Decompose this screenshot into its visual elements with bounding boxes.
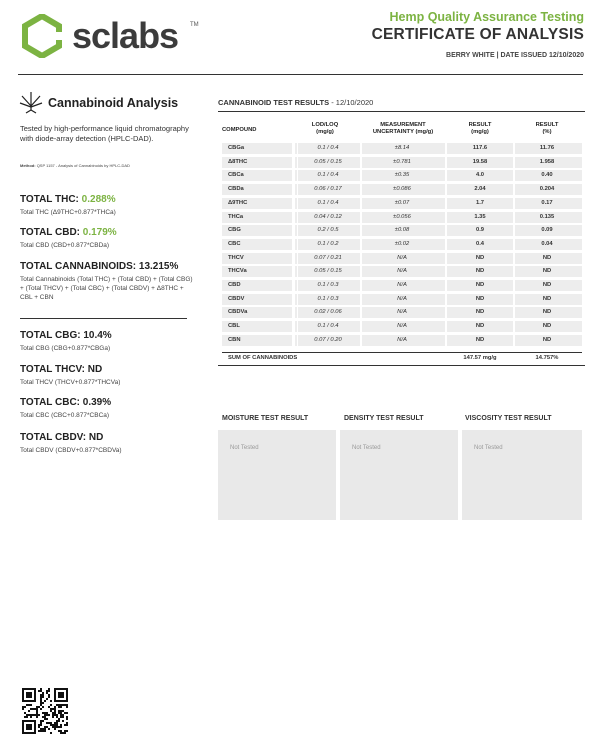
cell-lod: 0.1 / 0.4: [297, 169, 358, 182]
sclabs-logo: [22, 14, 212, 62]
total-cbg-label: TOTAL CBG: 10.4%: [20, 330, 112, 341]
total-cbg-formula: Total CBG (CBG+0.877*CBGa): [20, 345, 111, 352]
header-divider: [18, 74, 583, 75]
cell-pct: 0.04: [541, 240, 553, 247]
table-title-text: CANNABINOID TEST RESULTS: [218, 98, 330, 107]
table-row: [222, 252, 582, 265]
cell-unc: ±0.02: [394, 240, 410, 247]
cell-pct: 1.958: [539, 158, 555, 165]
cell-lod: 0.04 / 0.12: [297, 211, 358, 224]
table-row: [222, 224, 582, 237]
cell-unc: N/A: [397, 254, 407, 261]
moisture-value: Not Tested: [230, 445, 259, 451]
total-cbdv: [20, 432, 200, 455]
table-row: [222, 334, 582, 347]
col-unc-label: MEASUREMENT: [380, 122, 426, 128]
cell-lod: 0.1 / 0.2: [297, 238, 358, 251]
cell-lod: 0.05 / 0.15: [297, 156, 358, 169]
header-right: [372, 10, 584, 59]
table-row: [222, 169, 582, 182]
cell-pct: ND: [542, 282, 552, 288]
header-subtitle: Hemp Quality Assurance Testing: [389, 10, 584, 24]
total-cbd-label: TOTAL CBD:: [20, 227, 83, 238]
total-cbc-formula: Total CBC (CBC+0.877*CBCa): [20, 412, 110, 419]
table-row: [222, 320, 582, 333]
cell-mg: 19.58: [472, 158, 488, 165]
total-cbd: [20, 227, 200, 250]
table-row: [222, 142, 582, 155]
table-row: [222, 293, 582, 306]
cell-mg: 1.7: [475, 199, 485, 206]
cell-pct: ND: [542, 309, 552, 316]
col-pct-unit: (%): [542, 129, 552, 135]
cell-pct: 0.204: [539, 186, 555, 193]
table-row: [222, 238, 582, 251]
col-uncertainty: [358, 122, 448, 136]
cell-pct: ND: [542, 336, 552, 343]
cell-name: Δ9THC: [228, 199, 248, 206]
cell-unc: ±8.14: [394, 145, 410, 151]
cell-unc: ±0.07: [394, 199, 410, 206]
total-thcv-formula: Total THCV (THCV+0.877*THCVa): [20, 379, 121, 386]
table-row: [222, 279, 582, 292]
cell-unc: ±0.056: [393, 213, 411, 220]
cell-pct: ND: [542, 323, 552, 330]
cell-mg: 0.9: [475, 227, 485, 234]
cell-pct: ND: [542, 254, 552, 261]
density-panel: [340, 430, 458, 520]
total-cbd-formula: Total CBD (CBD+0.877*CBDa): [20, 242, 110, 249]
cell-mg: ND: [475, 336, 485, 343]
cell-name: THCVa: [228, 268, 247, 275]
cell-mg: 0.4: [475, 240, 485, 247]
table-title-date: - 12/10/2020: [329, 98, 374, 107]
cell-lod: 0.02 / 0.06: [297, 306, 358, 319]
total-thc: [20, 194, 200, 217]
total-thcv: [20, 364, 200, 387]
cell-unc: N/A: [397, 309, 407, 316]
cell-lod: 0.1 / 0.3: [297, 293, 358, 306]
cell-pct: 11.76: [539, 145, 555, 151]
cell-lod: 0.07 / 0.21: [297, 252, 358, 265]
cell-mg: 4.0: [475, 172, 485, 179]
cell-unc: N/A: [397, 282, 407, 288]
table-row: [222, 306, 582, 319]
method-description: Tested by high-performance liquid chromatography with diode-array detection (HPLC-DAD).: [20, 124, 189, 143]
total-cbg: [20, 330, 200, 353]
cell-pct: ND: [542, 295, 552, 302]
total-cannabinoids-formula: Total Cannabinoids (Total THC) + (Total CBD) + (Total CBG) + (Total THCV) + (Total CBC) + (Total CBDV) + Δ8THC + CBL + CBN: [20, 276, 193, 301]
total-cannabinoids: [20, 261, 195, 302]
cell-unc: N/A: [397, 295, 407, 302]
cell-mg: 117.6: [472, 145, 488, 151]
cannabis-leaf-icon: [18, 88, 44, 114]
cell-lod: 0.1 / 0.4: [297, 197, 358, 210]
cell-pct: 0.40: [541, 172, 553, 179]
cell-mg: 2.04: [474, 186, 486, 193]
table-row: [222, 197, 582, 210]
cell-mg: ND: [475, 282, 485, 288]
cell-unc: N/A: [397, 323, 407, 330]
method-text: QSP 1157 - Analysis of Cannabinoids by HPLC-DAD: [36, 163, 130, 168]
cell-pct: 0.09: [541, 227, 553, 234]
col-lod: [295, 122, 355, 136]
total-cannabinoids-label: TOTAL CANNABINOIDS: 13.215%: [20, 261, 179, 272]
cell-lod: 0.1 / 0.4: [297, 320, 358, 333]
hexagon-logo-icon: [22, 14, 62, 58]
col-unc-label2: UNCERTAINTY (mg/g): [372, 129, 434, 135]
cell-mg: ND: [475, 268, 485, 275]
cell-unc: ±0.08: [394, 227, 410, 234]
cell-mg: ND: [475, 295, 485, 302]
cell-name: CBN: [228, 336, 241, 343]
header-meta: BERRY WHITE | DATE ISSUED 12/10/2020: [446, 52, 584, 59]
col-mg-unit: (mg/g): [471, 129, 489, 135]
cell-unc: N/A: [397, 268, 407, 275]
total-cbc-label: TOTAL CBC: 0.39%: [20, 397, 112, 408]
cell-name: THCV: [228, 254, 244, 261]
sum-label: SUM OF CANNABINOIDS: [228, 355, 298, 361]
cell-lod: 0.1 / 0.4: [297, 142, 358, 155]
cell-name: CBC: [228, 240, 241, 247]
table-title-divider: [218, 111, 585, 112]
col-mg-label: RESULT: [468, 122, 492, 128]
left-divider: [20, 318, 187, 319]
cell-pct: ND: [542, 268, 552, 275]
moisture-title: MOISTURE TEST RESULT: [222, 415, 309, 422]
brand-tm: TM: [190, 22, 199, 28]
cell-name: CBG: [228, 227, 241, 234]
method-label: Method:: [20, 163, 36, 168]
col-compound: COMPOUND: [222, 127, 257, 133]
table-row: [222, 156, 582, 169]
sum-pct: 14.757%: [535, 355, 559, 361]
col-lod-unit: (mg/g): [316, 129, 334, 135]
total-thc-formula: Total THC (Δ9THC+0.877*THCa): [20, 209, 116, 216]
total-cbdv-formula: Total CBDV (CBDV+0.877*CBDVa): [20, 447, 122, 454]
col-result-pct: [517, 122, 577, 136]
total-thcv-label: TOTAL THCV: ND: [20, 364, 103, 375]
cell-unc: ±0.086: [393, 186, 411, 193]
viscosity-title: VISCOSITY TEST RESULT: [465, 415, 552, 422]
section-title-cannabinoid: Cannabinoid Analysis: [48, 96, 179, 110]
cell-lod: 0.2 / 0.5: [297, 224, 358, 237]
cell-name: THCa: [228, 213, 244, 220]
total-cbc: [20, 397, 200, 420]
cell-unc: ±0.35: [394, 172, 410, 179]
cell-mg: 1.35: [474, 213, 486, 220]
table-title: [218, 98, 373, 107]
cell-pct: 0.135: [539, 213, 555, 220]
cell-pct: 0.17: [541, 199, 553, 206]
col-pct-label: RESULT: [535, 122, 559, 128]
cell-name: Δ8THC: [228, 158, 248, 165]
cell-lod: 0.06 / 0.17: [297, 183, 358, 196]
cell-name: CBCa: [228, 172, 244, 179]
cell-mg: ND: [475, 254, 485, 261]
moisture-panel: [218, 430, 336, 520]
cell-name: CBDV: [228, 295, 245, 302]
viscosity-panel: [462, 430, 582, 520]
table-bottom-divider: [218, 365, 585, 366]
total-cbdv-label: TOTAL CBDV: ND: [20, 432, 104, 443]
brand-name: sclabs: [72, 15, 179, 56]
col-lod-label: LOD/LOQ: [311, 122, 339, 128]
col-result-mg: [450, 122, 510, 136]
cell-lod: 0.05 / 0.15: [297, 265, 358, 278]
table-row: [222, 265, 582, 278]
total-thc-label: TOTAL THC:: [20, 194, 82, 205]
page-title: CERTIFICATE OF ANALYSIS: [371, 26, 584, 43]
cell-unc: ±0.781: [393, 158, 411, 165]
cell-name: CBL: [228, 323, 240, 330]
cell-lod: 0.07 / 0.20: [297, 334, 358, 347]
sum-row: [222, 352, 582, 364]
cell-unc: N/A: [397, 336, 407, 343]
cell-name: CBDa: [228, 186, 244, 193]
cell-mg: ND: [475, 309, 485, 316]
cell-name: CBGa: [228, 145, 245, 151]
method-line: [20, 163, 200, 168]
cell-lod: 0.1 / 0.3: [297, 279, 358, 292]
total-cbd-value: 0.179%: [82, 227, 117, 238]
viscosity-value: Not Tested: [474, 445, 503, 451]
cell-mg: ND: [475, 323, 485, 330]
table-row: [222, 211, 582, 224]
density-value: Not Tested: [352, 445, 381, 451]
cell-name: CBD: [228, 282, 241, 288]
qr-code-icon: [22, 688, 68, 734]
table-row: [222, 183, 582, 196]
sum-mg: 147.57 mg/g: [463, 355, 497, 361]
total-thc-value: 0.288%: [81, 194, 116, 205]
cell-name: CBDVa: [228, 309, 248, 316]
density-title: DENSITY TEST RESULT: [344, 415, 424, 422]
